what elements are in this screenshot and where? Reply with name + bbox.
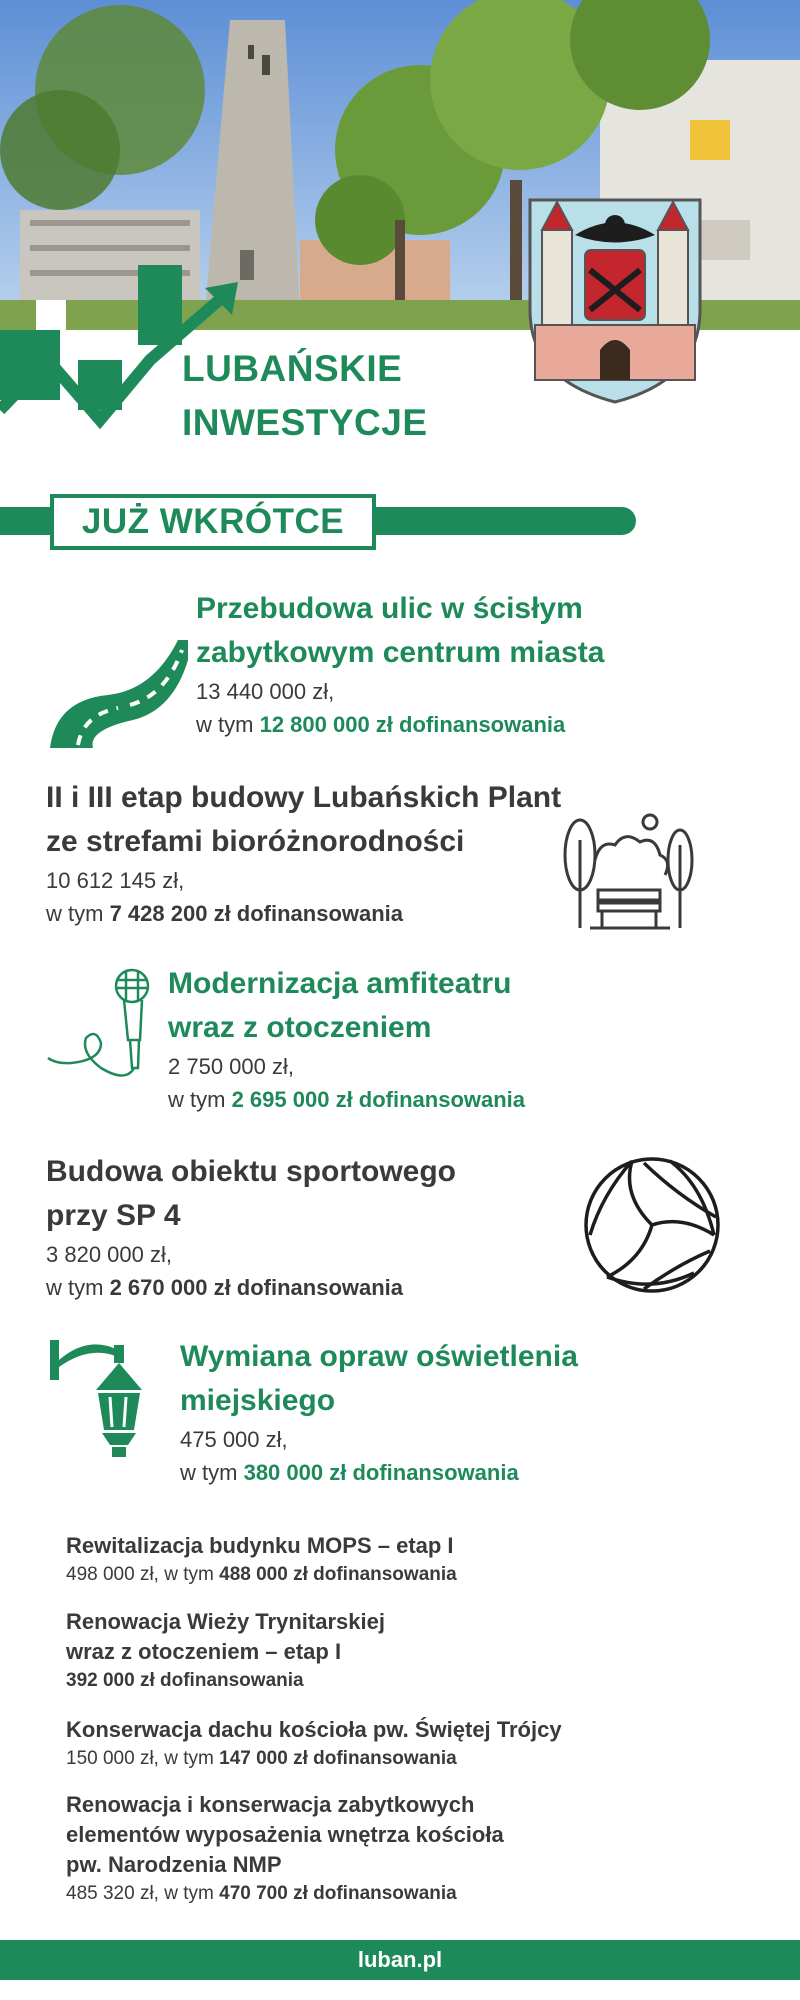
project-cost: 475 000 zł, bbox=[180, 1427, 288, 1452]
soon-banner-box bbox=[50, 494, 376, 550]
park-bench-icon bbox=[560, 810, 700, 930]
microphone-icon bbox=[46, 968, 166, 1078]
project-subsidy-line: w tym 380 000 zł dofinansowania bbox=[180, 1460, 519, 1485]
project-cost: 2 750 000 zł, bbox=[168, 1054, 294, 1079]
project-subsidy-line: w tym 12 800 000 zł dofinansowania bbox=[196, 712, 566, 737]
project-subsidy: 12 800 000 zł dofinansowania bbox=[259, 712, 566, 737]
brand-title-line1: LUBAŃSKIE bbox=[182, 348, 403, 389]
project-subsidy-line: w tym 2 670 000 zł dofinansowania bbox=[46, 1275, 404, 1300]
project-title: ze strefami bioróżnorodności bbox=[46, 825, 465, 858]
soon-label: JUŻ WKRÓTCE bbox=[81, 502, 345, 541]
road-icon bbox=[48, 640, 188, 750]
small-project-title: Konserwacja dachu kościoła pw. Świętej Trójcy bbox=[66, 1717, 562, 1742]
project-cost: 3 820 000 zł, bbox=[46, 1242, 172, 1267]
small-project-subsidy: 147 000 zł dofinansowania bbox=[219, 1748, 457, 1769]
project-street-lighting bbox=[180, 1335, 578, 1489]
project-street-rebuild bbox=[196, 587, 604, 741]
small-project-subsidy: 488 000 zł dofinansowania bbox=[219, 1564, 457, 1585]
project-subsidy: 2 695 000 zł dofinansowania bbox=[231, 1087, 526, 1112]
small-project-subsidy: 392 000 zł dofinansowania bbox=[66, 1670, 304, 1691]
project-title: Wymiana opraw oświetlenia bbox=[180, 1340, 578, 1373]
project-subsidy: 2 670 000 zł dofinansowania bbox=[109, 1275, 404, 1300]
small-project-title: elementów wyposażenia wnętrza kościoła bbox=[66, 1822, 504, 1847]
small-project-cost-line: 485 320 zł, w tym 470 700 zł dofinansowania bbox=[66, 1883, 457, 1904]
brand-title-line2: INWESTYCJE bbox=[182, 402, 428, 443]
project-title: miejskiego bbox=[180, 1384, 336, 1417]
small-project-cost-line bbox=[66, 1667, 385, 1694]
project-cost: 13 440 000 zł, bbox=[196, 679, 335, 704]
project-title: zabytkowym centrum miasta bbox=[196, 636, 605, 669]
project-subsidy-line: w tym 2 695 000 zł dofinansowania bbox=[168, 1087, 526, 1112]
street-lamp-icon bbox=[48, 1335, 168, 1460]
small-project-title: pw. Narodzenia NMP bbox=[66, 1852, 282, 1877]
small-project-mops bbox=[66, 1531, 457, 1588]
project-title: Przebudowa ulic w ścisłym bbox=[196, 592, 583, 625]
project-title: przy SP 4 bbox=[46, 1199, 181, 1232]
coat-of-arms-icon bbox=[520, 190, 710, 405]
small-project-church-roof bbox=[66, 1715, 562, 1772]
project-subsidy: 380 000 zł dofinansowania bbox=[243, 1460, 519, 1485]
project-title: Modernizacja amfiteatru bbox=[168, 967, 512, 1000]
project-title: II i III etap budowy Lubańskich Plant bbox=[46, 781, 562, 814]
project-sports-facility bbox=[46, 1150, 456, 1304]
project-title: wraz z otoczeniem bbox=[168, 1011, 432, 1044]
project-cost: 10 612 145 zł, bbox=[46, 868, 185, 893]
project-amphitheatre bbox=[168, 962, 525, 1116]
project-title: Budowa obiektu sportowego bbox=[46, 1155, 456, 1188]
project-subsidy: 7 428 200 zł dofinansowania bbox=[109, 901, 404, 926]
small-project-subsidy: 470 700 zł dofinansowania bbox=[219, 1883, 457, 1904]
small-project-tower bbox=[66, 1607, 385, 1694]
project-subsidy-line: w tym 7 428 200 zł dofinansowania bbox=[46, 901, 404, 926]
small-project-title: Rewitalizacja budynku MOPS – etap I bbox=[66, 1533, 454, 1558]
small-project-title: wraz z otoczeniem – etap I bbox=[66, 1639, 342, 1664]
small-project-title: Renowacja Wieży Trynitarskiej bbox=[66, 1609, 385, 1634]
volleyball-icon bbox=[582, 1155, 722, 1295]
small-project-title: Renowacja i konserwacja zabytkowych bbox=[66, 1792, 475, 1817]
small-project-cost-line: 150 000 zł, w tym 147 000 zł dofinansowania bbox=[66, 1748, 457, 1769]
footer-bar bbox=[0, 1940, 800, 1980]
small-project-church-interior bbox=[66, 1790, 504, 1907]
small-project-cost-line: 498 000 zł, w tym 488 000 zł dofinansowania bbox=[66, 1564, 457, 1585]
project-planty bbox=[46, 776, 561, 930]
footer-url-link[interactable]: luban.pl bbox=[357, 1947, 443, 1972]
